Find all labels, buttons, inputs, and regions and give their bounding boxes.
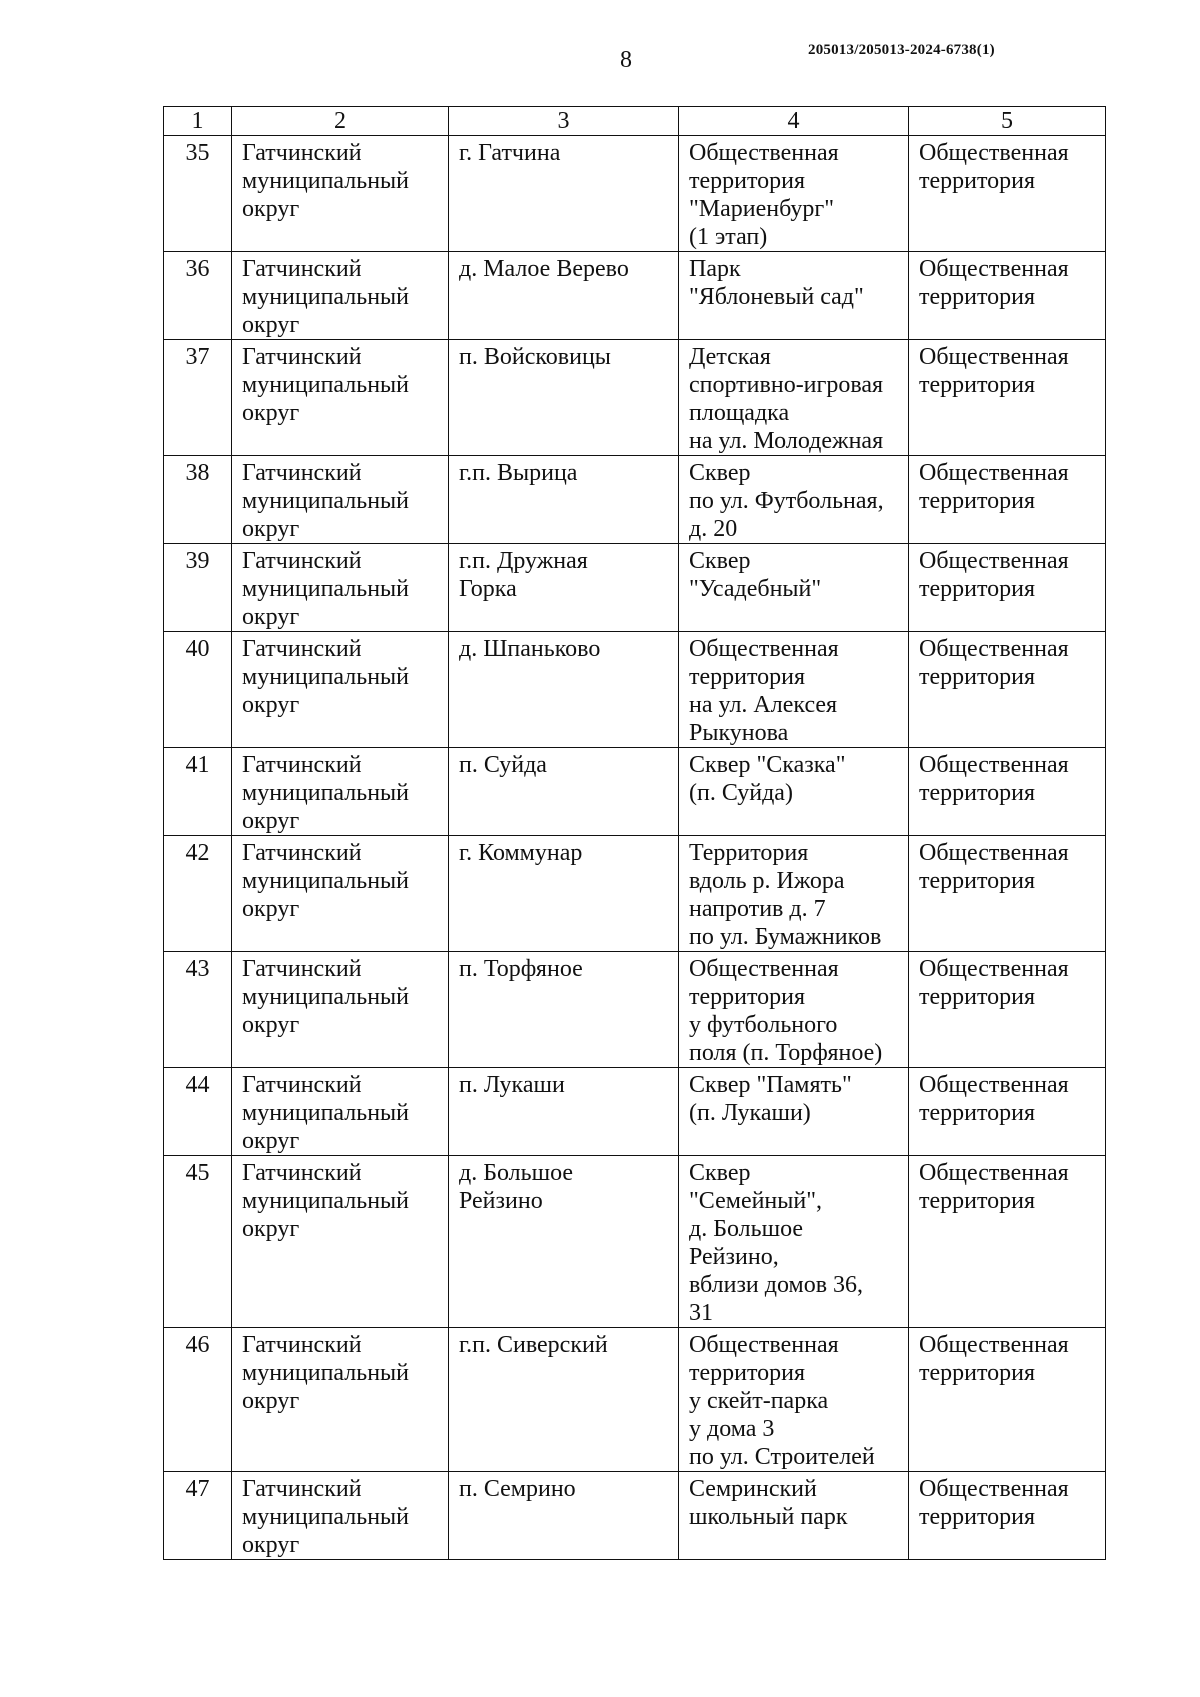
row-number-cell: 37: [164, 340, 232, 456]
cell-text-line: территория: [919, 1360, 1036, 1386]
row-number-cell: 42: [164, 836, 232, 952]
object-name-cell: [679, 952, 909, 1068]
settlement-cell: [449, 632, 679, 748]
cell-text-line: Детская: [689, 344, 771, 370]
header-row: [164, 107, 1106, 136]
district-cell: [232, 252, 449, 340]
cell-text-line: школьный парк: [689, 1504, 848, 1530]
cell-text-line: г. Гатчина: [459, 140, 561, 166]
settlement-cell: [449, 340, 679, 456]
cell-text-line: муниципальный: [242, 168, 410, 194]
cell-text-line: г. Коммунар: [459, 840, 583, 866]
cell-text-line: Гатчинский: [242, 840, 362, 866]
cell-text-line: на ул. Алексея: [689, 692, 838, 718]
cell-text-line: Сквер "Память": [689, 1072, 852, 1098]
table-row: [164, 1156, 1106, 1328]
row-number-cell: 38: [164, 456, 232, 544]
cell-text-line: территория: [919, 780, 1036, 806]
territory-type-cell: [909, 952, 1106, 1068]
cell-text-line: у дома 3: [689, 1416, 775, 1442]
cell-text-line: д. Малое Верево: [459, 256, 629, 282]
cell-text-line: Семринский: [689, 1476, 817, 1502]
row-number-cell: 43: [164, 952, 232, 1068]
row-number-cell: 47: [164, 1472, 232, 1560]
cell-text-line: территория: [919, 868, 1036, 894]
district-cell: [232, 340, 449, 456]
cell-text-line: округ: [242, 1216, 300, 1242]
cell-text-line: территория: [689, 168, 806, 194]
cell-text-line: Гатчинский: [242, 256, 362, 282]
settlement-cell: [449, 952, 679, 1068]
object-name-cell: [679, 1328, 909, 1472]
district-cell: [232, 544, 449, 632]
settlement-cell: [449, 1328, 679, 1472]
territory-type-cell: [909, 136, 1106, 252]
cell-text-line: на ул. Молодежная: [689, 428, 884, 454]
cell-text-line: вдоль р. Ижора: [689, 868, 845, 894]
row-number-cell: 44: [164, 1068, 232, 1156]
cell-text-line: Общественная: [919, 1160, 1069, 1186]
cell-text-line: округ: [242, 604, 300, 630]
cell-text-line: п. Торфяное: [459, 956, 583, 982]
table-row: [164, 836, 1106, 952]
territory-type-cell: [909, 1328, 1106, 1472]
cell-text-line: округ: [242, 196, 300, 222]
cell-text-line: территория: [919, 1100, 1036, 1126]
district-cell: [232, 836, 449, 952]
cell-text-line: по ул. Футбольная,: [689, 488, 884, 514]
cell-text-line: Гатчинский: [242, 636, 362, 662]
cell-text-line: "Мариенбург": [689, 196, 835, 222]
cell-text-line: Гатчинский: [242, 460, 362, 486]
cell-text-line: (п. Суйда): [689, 780, 793, 806]
district-cell: [232, 1068, 449, 1156]
cell-text-line: Гатчинский: [242, 1160, 362, 1186]
cell-text-line: муниципальный: [242, 868, 410, 894]
cell-text-line: территория: [919, 1188, 1036, 1214]
cell-text-line: Сквер "Сказка": [689, 752, 846, 778]
cell-text-line: 31: [689, 1300, 713, 1326]
table-row: [164, 952, 1106, 1068]
column-header: 2: [232, 107, 449, 136]
territory-type-cell: [909, 340, 1106, 456]
table-row: [164, 1328, 1106, 1472]
cell-text-line: Общественная: [919, 956, 1069, 982]
cell-text-line: округ: [242, 1532, 300, 1558]
cell-text-line: Рейзино,: [689, 1244, 779, 1270]
row-number-cell: 46: [164, 1328, 232, 1472]
cell-text-line: Гатчинский: [242, 140, 362, 166]
district-cell: [232, 748, 449, 836]
cell-text-line: муниципальный: [242, 1100, 410, 1126]
row-number-cell: 41: [164, 748, 232, 836]
cell-text-line: д. Шпаньково: [459, 636, 601, 662]
district-cell: [232, 136, 449, 252]
cell-text-line: муниципальный: [242, 488, 410, 514]
cell-text-line: Рейзино: [459, 1188, 543, 1214]
object-name-cell: [679, 836, 909, 952]
cell-text-line: территория: [919, 664, 1036, 690]
cell-text-line: муниципальный: [242, 1360, 410, 1386]
settlement-cell: [449, 136, 679, 252]
cell-text-line: территория: [689, 1360, 806, 1386]
cell-text-line: территория: [919, 984, 1036, 1010]
territory-type-cell: [909, 456, 1106, 544]
settlement-cell: [449, 544, 679, 632]
cell-text-line: Общественная: [919, 840, 1069, 866]
cell-text-line: г.п. Сиверский: [459, 1332, 608, 1358]
cell-text-line: "Усадебный": [689, 576, 822, 602]
cell-text-line: округ: [242, 312, 300, 338]
cell-text-line: Общественная: [689, 636, 839, 662]
cell-text-line: (1 этап): [689, 224, 768, 250]
cell-text-line: Общественная: [919, 548, 1069, 574]
cell-text-line: Гатчинский: [242, 1332, 362, 1358]
object-name-cell: [679, 1068, 909, 1156]
district-cell: [232, 632, 449, 748]
district-cell: [232, 1328, 449, 1472]
cell-text-line: Общественная: [919, 256, 1069, 282]
table-header: [164, 107, 1106, 136]
cell-text-line: муниципальный: [242, 1188, 410, 1214]
cell-text-line: д. 20: [689, 516, 738, 542]
column-header: 1: [164, 107, 232, 136]
district-cell: [232, 1472, 449, 1560]
territory-type-cell: [909, 1068, 1106, 1156]
cell-text-line: Гатчинский: [242, 752, 362, 778]
territory-type-cell: [909, 632, 1106, 748]
cell-text-line: (п. Лукаши): [689, 1100, 811, 1126]
table-body: [164, 136, 1106, 1560]
cell-text-line: территория: [689, 664, 806, 690]
cell-text-line: у скейт-парка: [689, 1388, 829, 1414]
cell-text-line: п. Семрино: [459, 1476, 576, 1502]
table-row: [164, 456, 1106, 544]
territory-type-cell: [909, 1472, 1106, 1560]
cell-text-line: площадка: [689, 400, 790, 426]
cell-text-line: территория: [689, 984, 806, 1010]
settlement-cell: [449, 1068, 679, 1156]
table-row: [164, 544, 1106, 632]
settlement-cell: [449, 748, 679, 836]
column-header: 4: [679, 107, 909, 136]
cell-text-line: Гатчинский: [242, 548, 362, 574]
cell-text-line: Общественная: [919, 636, 1069, 662]
cell-text-line: территория: [919, 372, 1036, 398]
cell-text-line: муниципальный: [242, 984, 410, 1010]
district-cell: [232, 1156, 449, 1328]
object-name-cell: [679, 632, 909, 748]
territory-type-cell: [909, 748, 1106, 836]
cell-text-line: муниципальный: [242, 664, 410, 690]
object-name-cell: [679, 136, 909, 252]
cell-text-line: Общественная: [919, 1072, 1069, 1098]
cell-text-line: п. Лукаши: [459, 1072, 565, 1098]
cell-text-line: территория: [919, 284, 1036, 310]
table-row: [164, 1068, 1106, 1156]
cell-text-line: Общественная: [689, 1332, 839, 1358]
settlement-cell: [449, 1156, 679, 1328]
cell-text-line: Общественная: [919, 344, 1069, 370]
cell-text-line: по ул. Бумажников: [689, 924, 882, 950]
cell-text-line: Общественная: [919, 1332, 1069, 1358]
object-name-cell: [679, 456, 909, 544]
settlement-cell: [449, 836, 679, 952]
object-name-cell: [679, 340, 909, 456]
cell-text-line: п. Войсковицы: [459, 344, 611, 370]
cell-text-line: Парк: [689, 256, 741, 282]
cell-text-line: Гатчинский: [242, 1072, 362, 1098]
row-number-cell: 39: [164, 544, 232, 632]
cell-text-line: поля (п. Торфяное): [689, 1040, 883, 1066]
cell-text-line: Общественная: [919, 460, 1069, 486]
territory-type-cell: [909, 544, 1106, 632]
object-name-cell: [679, 748, 909, 836]
territory-type-cell: [909, 836, 1106, 952]
cell-text-line: Общественная: [689, 956, 839, 982]
cell-text-line: д. Большое: [459, 1160, 574, 1186]
table-row: [164, 632, 1106, 748]
object-name-cell: [679, 544, 909, 632]
object-name-cell: [679, 1156, 909, 1328]
cell-text-line: Гатчинский: [242, 956, 362, 982]
district-cell: [232, 456, 449, 544]
settlement-cell: [449, 252, 679, 340]
cell-text-line: "Семейный",: [689, 1188, 823, 1214]
cell-text-line: муниципальный: [242, 780, 410, 806]
cell-text-line: Гатчинский: [242, 1476, 362, 1502]
settlement-cell: [449, 456, 679, 544]
cell-text-line: у футбольного: [689, 1012, 838, 1038]
territory-type-cell: [909, 252, 1106, 340]
cell-text-line: муниципальный: [242, 372, 410, 398]
object-name-cell: [679, 1472, 909, 1560]
cell-text-line: территория: [919, 168, 1036, 194]
cell-text-line: муниципальный: [242, 1504, 410, 1530]
cell-text-line: округ: [242, 1388, 300, 1414]
cell-text-line: г.п. Дружная: [459, 548, 588, 574]
table-row: [164, 252, 1106, 340]
cell-text-line: округ: [242, 1012, 300, 1038]
table-row: [164, 1472, 1106, 1560]
column-header: 3: [449, 107, 679, 136]
cell-text-line: п. Суйда: [459, 752, 547, 778]
row-number-cell: 45: [164, 1156, 232, 1328]
cell-text-line: округ: [242, 400, 300, 426]
cell-text-line: "Яблоневый сад": [689, 284, 864, 310]
cell-text-line: округ: [242, 516, 300, 542]
cell-text-line: спортивно-игровая: [689, 372, 884, 398]
cell-text-line: Сквер: [689, 460, 751, 486]
table-row: [164, 340, 1106, 456]
cell-text-line: г.п. Вырица: [459, 460, 578, 486]
cell-text-line: округ: [242, 896, 300, 922]
district-cell: [232, 952, 449, 1068]
column-header: 5: [909, 107, 1106, 136]
cell-text-line: округ: [242, 1128, 300, 1154]
object-name-cell: [679, 252, 909, 340]
cell-text-line: Территория: [689, 840, 809, 866]
row-number-cell: 40: [164, 632, 232, 748]
document-reference: 205013/205013-2024-6738(1): [808, 42, 995, 58]
cell-text-line: Общественная: [689, 140, 839, 166]
table-row: [164, 136, 1106, 252]
cell-text-line: Рыкунова: [689, 720, 789, 746]
cell-text-line: территория: [919, 488, 1036, 514]
page-number: 8: [620, 47, 632, 73]
cell-text-line: Общественная: [919, 752, 1069, 778]
cell-text-line: Сквер: [689, 1160, 751, 1186]
cell-text-line: Сквер: [689, 548, 751, 574]
territory-table: [163, 106, 1106, 1560]
cell-text-line: д. Большое: [689, 1216, 804, 1242]
cell-text-line: Общественная: [919, 1476, 1069, 1502]
cell-text-line: территория: [919, 1504, 1036, 1530]
cell-text-line: муниципальный: [242, 284, 410, 310]
cell-text-line: по ул. Строителей: [689, 1444, 875, 1470]
row-number-cell: 35: [164, 136, 232, 252]
cell-text-line: Общественная: [919, 140, 1069, 166]
settlement-cell: [449, 1472, 679, 1560]
cell-text-line: Горка: [459, 576, 517, 602]
table-row: [164, 748, 1106, 836]
cell-text-line: муниципальный: [242, 576, 410, 602]
row-number-cell: 36: [164, 252, 232, 340]
cell-text-line: напротив д. 7: [689, 896, 826, 922]
cell-text-line: округ: [242, 808, 300, 834]
cell-text-line: территория: [919, 576, 1036, 602]
cell-text-line: округ: [242, 692, 300, 718]
cell-text-line: Гатчинский: [242, 344, 362, 370]
territory-type-cell: [909, 1156, 1106, 1328]
cell-text-line: вблизи домов 36,: [689, 1272, 864, 1298]
